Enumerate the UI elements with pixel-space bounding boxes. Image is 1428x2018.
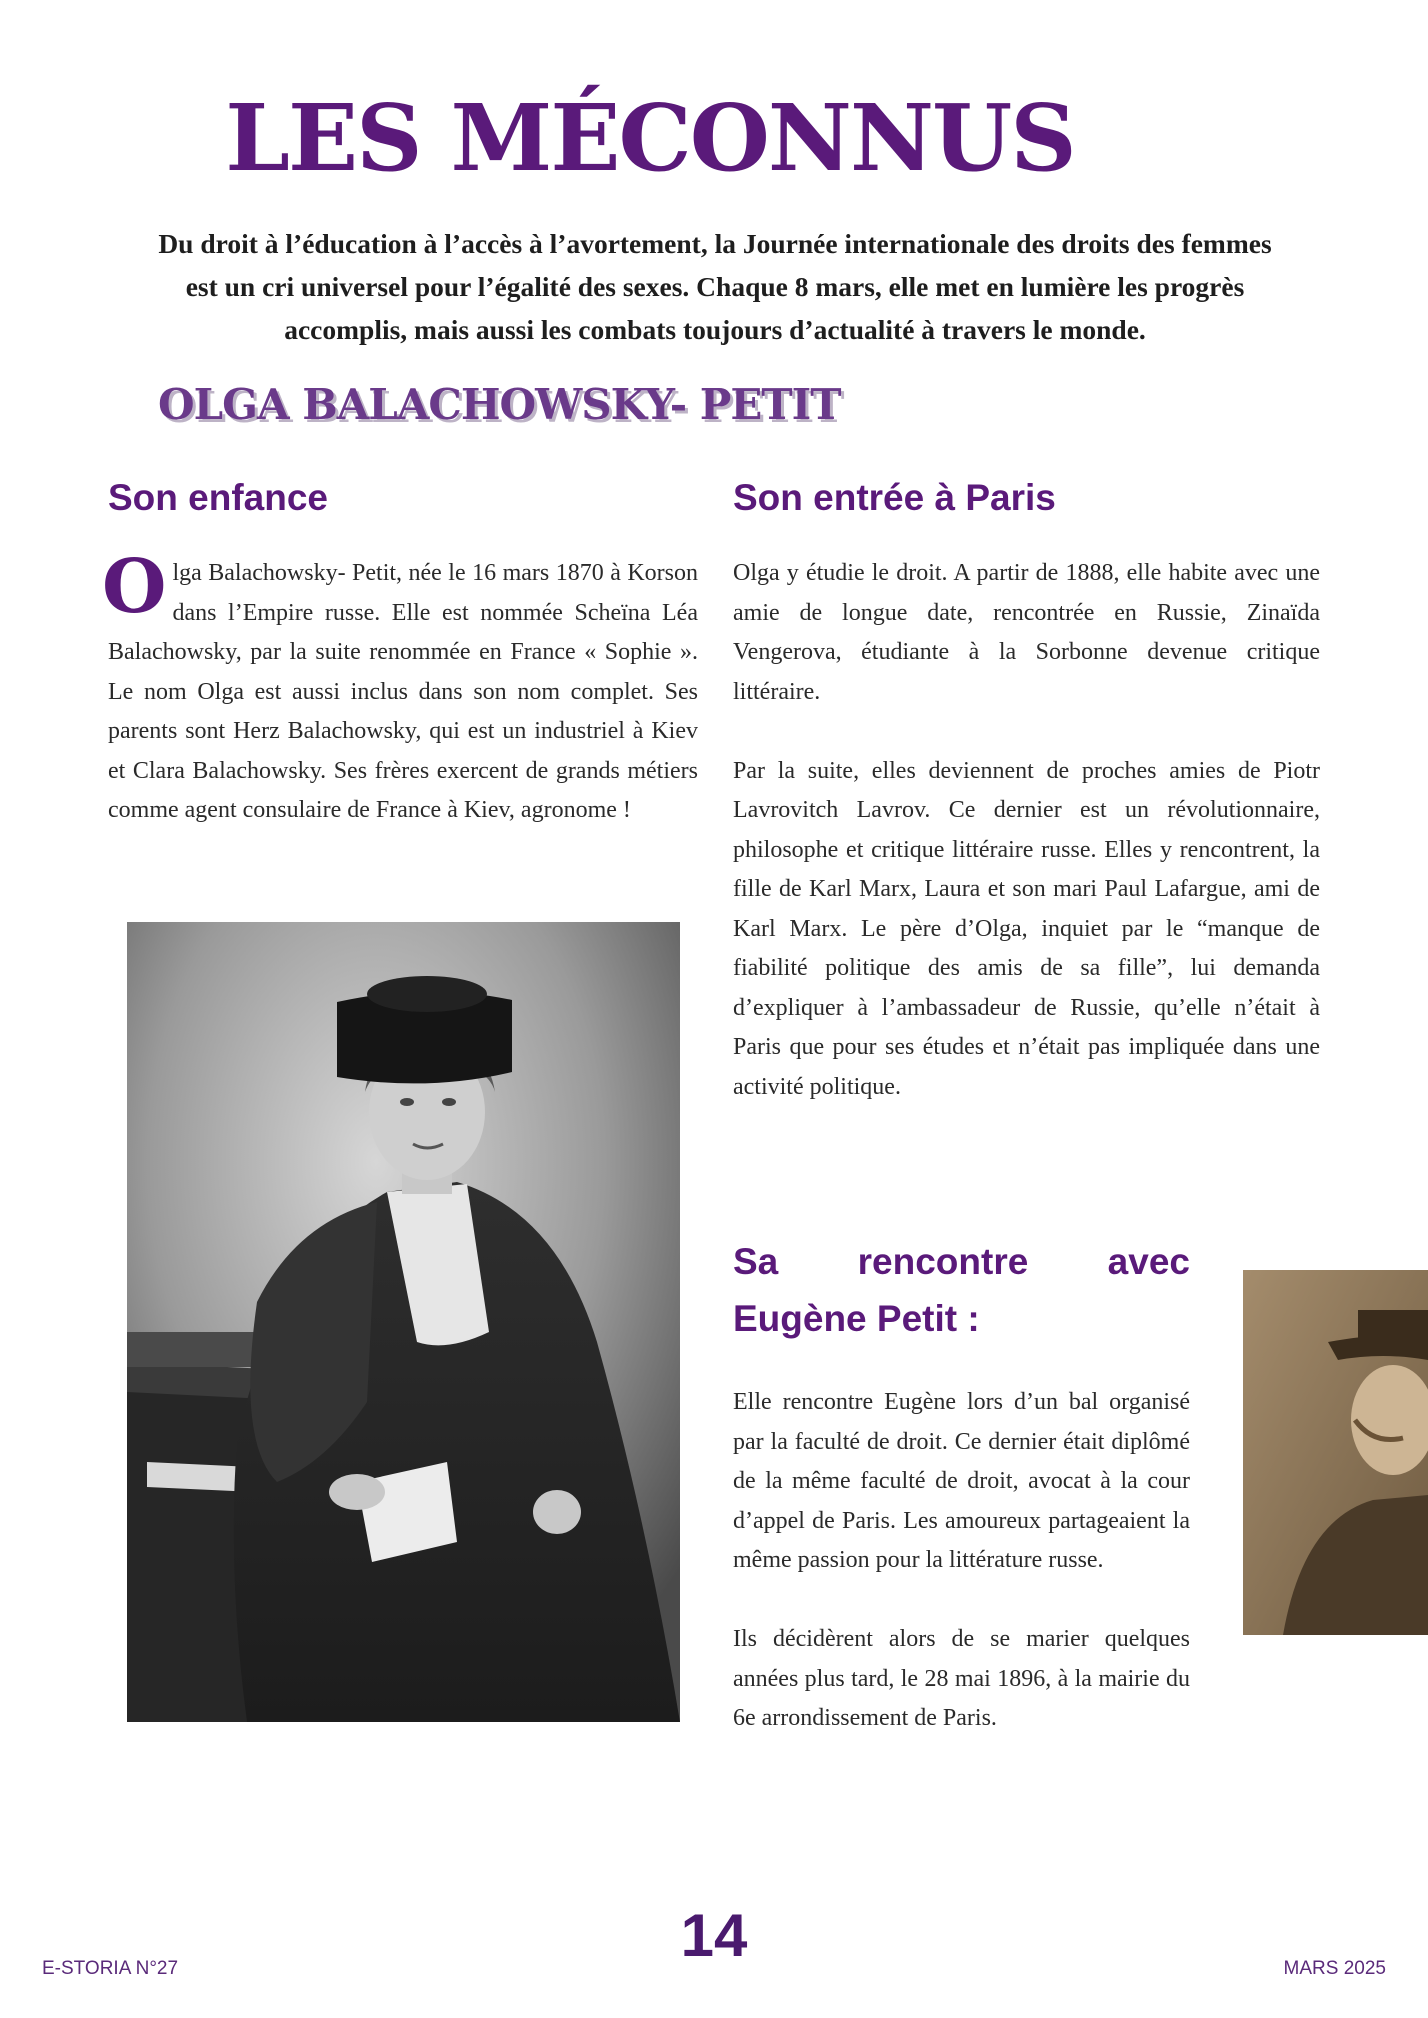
- page-number: 14: [680, 1902, 748, 1969]
- olga-portrait-image: [127, 922, 680, 1722]
- childhood-heading: Son enfance: [108, 477, 328, 518]
- childhood-section: [102, 470, 698, 831]
- issue-label: E-STORIA N°27: [42, 1958, 179, 1979]
- person-name-heading: OLGA BALACHOWSKY- PETIT: [158, 380, 841, 429]
- paris-paragraph-2: Par la suite, elles deviennent de proches amies de Piotr Lavrovitch Lavrov. Ce dernier est un révolutionnaire, philosophe et critique littéraire russe. Elles y rencontrent, la fille de Karl Marx, Laura et son mari Paul Lafargue, ami de Karl Marx. Le père d’Olga, inquiet par le “manque de fiabilité politique des amis de sa fille”, lui demanda d’expliquer à l’ambassadeur de Russie, qu’elle n’était à Paris que pour ses études et n’était pas impliquée dans une activité politique.: [733, 757, 1320, 1100]
- childhood-text: [102, 544, 698, 831]
- meeting-paragraph-1: Elle rencontre Eugène lors d’un bal organisé par la faculté de droit. Ce dernier était diplômé de la même faculté de droit, avocat à la cour d’appel de Paris. Les amoureux partageaient la même passion pour la littérature russe.: [733, 1389, 1190, 1573]
- meeting-heading-line-2: Eugène Petit :: [733, 1298, 980, 1339]
- meeting-section: [733, 1233, 1190, 1739]
- meeting-heading-line-1: Sa rencontre avec: [733, 1241, 1190, 1282]
- olga-portrait-photo: [127, 922, 680, 1722]
- intro-paragraph: Du droit à l’éducation à l’accès à l’avortement, la Journée internationale des droits des femmes est un cri universel pour l’égalité des sexes. Chaque 8 mars, elle met en lumière les progrès accomplis, mais aussi les combats toujours d’actualité à travers le monde.: [158, 228, 1272, 345]
- paris-paragraph-1: Olga y étudie le droit. A partir de 1888, elle habite avec une amie de longue date, rencontrée en Russie, Zinaïda Vengerova, étudiante à la Sorbonne devenue critique littéraire.: [733, 560, 1320, 705]
- date-label: MARS 2025: [1283, 1958, 1386, 1979]
- meeting-heading: [733, 1233, 1190, 1347]
- meeting-paragraph-2: Ils décidèrent alors de se marier quelques années plus tard, le 28 mai 1896, à la mairie du 6e arrondissement de Paris.: [733, 1626, 1190, 1731]
- eugene-portrait-photo: [1243, 1270, 1428, 1635]
- childhood-text-body: lga Balachowsky- Petit, née le 16 mars 1870 à Korson dans l’Empire russe. Elle est nommée Scheïna Léa Balachowsky, par la suite renommée en France « Sophie ». Le nom Olga est aussi inclus dans son nom complet. Ses parents sont Herz Balachowsky, qui est un industriel à Kiev et Clara Balachowsky. Ses frères exercent de grands métiers comme agent consulaire de France à Kiev, agronome !: [108, 560, 698, 823]
- paris-heading: Son entrée à Paris: [733, 477, 1056, 518]
- eugene-portrait-image: [1243, 1270, 1428, 1635]
- drop-cap: O: [102, 544, 167, 630]
- paris-section: [733, 470, 1320, 1107]
- page-title: LES MÉCONNUS: [225, 84, 1075, 192]
